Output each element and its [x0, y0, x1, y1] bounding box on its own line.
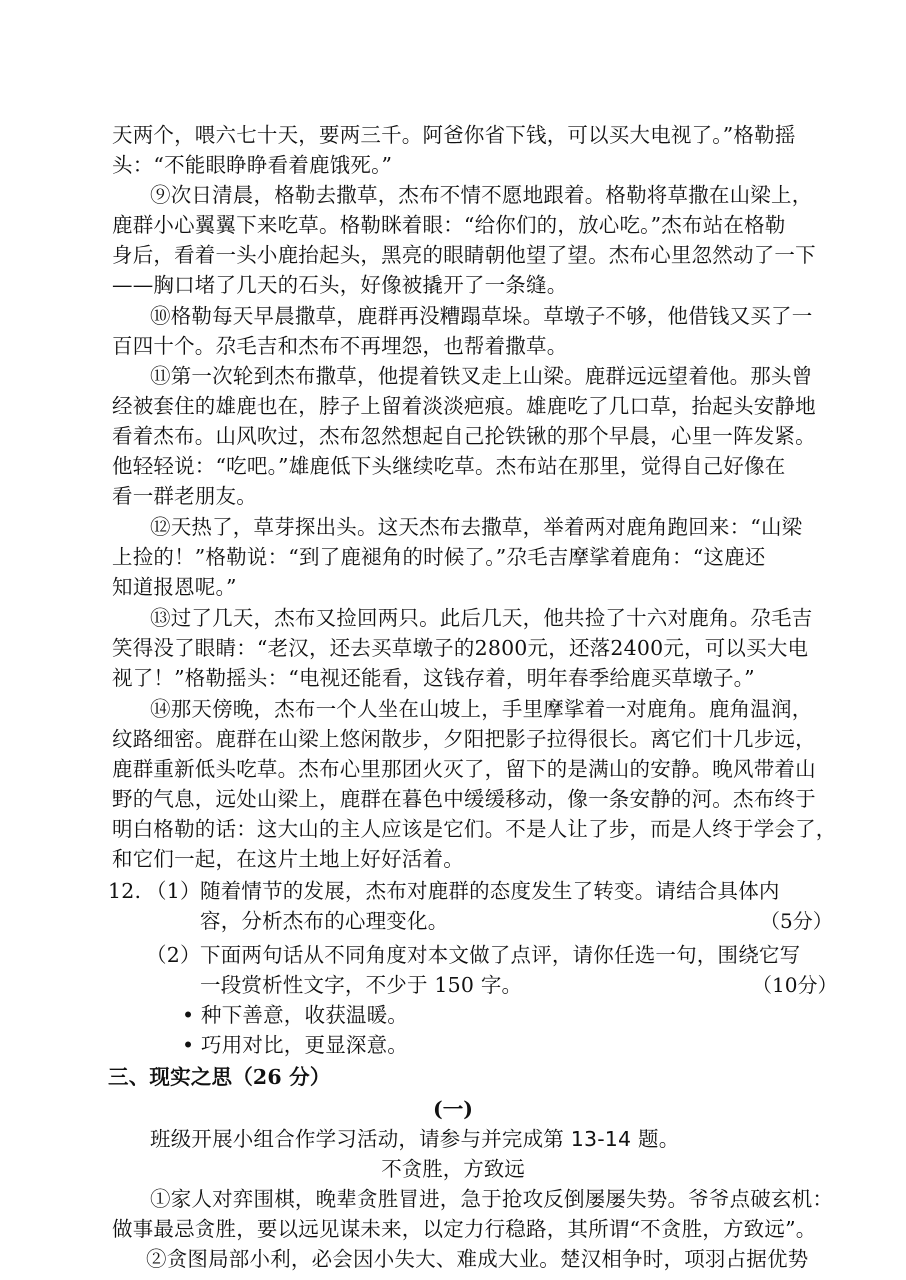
passage-line: 经被套住的雄鹿也在，脖子上留着淡淡疤痕。雄鹿吃了几口草，抬起头安静地 [112, 394, 816, 418]
question-number: 12. [108, 879, 142, 903]
passage-line: 明白格勒的话：这大山的主人应该是它们。不是人让了步，而是人终于学会了， [112, 817, 837, 841]
passage-line: 头：“不能眼睁睁看着鹿饿死。” [112, 153, 393, 177]
section-heading: 三、现实之思（26 分） [108, 1065, 331, 1089]
passage-line: 看一群老朋友。 [112, 484, 257, 508]
question-text: 一段赏析性文字，不少于 150 字。 [200, 973, 523, 997]
passage-line: 鹿群小心翼翼下来吃草。格勒眯着眼：“给你们的，放心吃。”杰布站在格勒 [112, 213, 786, 237]
passage-line: 鹿群重新低头吃草。杰布心里那团火灭了，留下的是满山的安静。晚风带着山 [112, 757, 816, 781]
passage-line: ⑬过了几天，杰布又捡回两只。此后几天，他共捡了十六对鹿角。尕毛吉 [150, 606, 813, 630]
question-score: （5分） [760, 909, 833, 933]
passage-line: ⑭那天傍晚，杰布一个人坐在山坡上，手里摩挲着一对鹿角。鹿角温润， [150, 697, 813, 721]
activity-intro: 班级开展小组合作学习活动，请参与并完成第 13-14 题。 [150, 1127, 680, 1151]
passage-line: ⑩格勒每天早晨撒草，鹿群再没糟蹋草垛。草墩子不够，他借钱又买了一 [150, 304, 813, 328]
subsection-heading: (一) [433, 1097, 473, 1121]
passage-line: 天两个，喂六七十天，要两三千。阿爸你省下钱，可以买大电视了。”格勒摇 [112, 123, 796, 147]
question-text: 容，分析杰布的心理变化。 [200, 909, 449, 933]
bullet-item: • 种下善意，收获温暖。 [182, 1003, 409, 1027]
passage-line: 视了！”格勒摇头：“电视还能看，这钱存着，明年春季给鹿买草墩子。” [112, 666, 755, 690]
question-part-label: （1） [146, 879, 201, 903]
passage-line: 知道报恩呢。” [112, 575, 237, 599]
passage-line: 笑得没了眼睛：“老汉，还去买草墩子的2800元，还落2400元，可以买大电 [112, 636, 809, 660]
passage-line: ⑨次日清晨，格勒去撒草，杰布不情不愿地跟着。格勒将草撒在山梁上， [150, 183, 813, 207]
article-line: 做事最忌贪胜，要以远见谋未来，以定力行稳路，其所谓“不贪胜，方致远”。 [112, 1217, 817, 1241]
passage-line: ⑪第一次轮到杰布撒草，他提着铁叉走上山梁。鹿群远远望着他。那头曾 [150, 364, 813, 388]
passage-line: 野的气息，远处山梁上，鹿群在暮色中缓缓移动，像一条安静的河。杰布终于 [112, 787, 816, 811]
passage-line: ⑫天热了，草芽探出头。这天杰布去撒草，举着两对鹿角跑回来：“山梁 [150, 515, 803, 539]
question-score: （10分） [752, 973, 838, 997]
passage-line: ——胸口堵了几天的石头，好像被撬开了一条缝。 [112, 273, 568, 297]
question-text: 下面两句话从不同角度对本文做了点评，请你任选一句，围绕它写 [200, 943, 801, 967]
question-text: 随着情节的发展，杰布对鹿群的态度发生了转变。请结合具体内 [200, 879, 780, 903]
bullet-item: • 巧用对比，更显深意。 [182, 1033, 409, 1057]
passage-line: 百四十个。尕毛吉和杰布不再埋怨，也帮着撒草。 [112, 334, 568, 358]
passage-line: 和它们一起，在这片土地上好好活着。 [112, 847, 464, 871]
passage-line: 上捡的！”格勒说：“到了鹿褪角的时候了。”尕毛吉摩挲着鹿角：“这鹿还 [112, 545, 766, 569]
article-title: 不贪胜，方致远 [381, 1157, 525, 1181]
passage-line: 纹路细密。鹿群在山梁上悠闲散步，夕阳把影子拉得很长。离它们十几步远， [112, 727, 816, 751]
question-part-label: （2） [146, 943, 201, 967]
passage-line: 看着杰布。山风吹过，杰布忽然想起自己抡铁锹的那个早晨，心里一阵发紧。 [112, 424, 816, 448]
passage-line: 身后，看着一头小鹿抬起头，黑亮的眼睛朝他望了望。杰布心里忽然动了一下 [112, 243, 816, 267]
article-line: ①家人对弈围棋，晚辈贪胜冒进，急于抢攻反倒屡屡失势。爷爷点破玄机： [150, 1187, 834, 1211]
article-line: ②贪图局部小利，必会因小失大、难成大业。楚汉相争时，项羽占据优势 [146, 1247, 809, 1271]
passage-line: 他轻轻说：“吃吧。”雄鹿低下头继续吃草。杰布站在那里，觉得自己好像在 [112, 454, 786, 478]
